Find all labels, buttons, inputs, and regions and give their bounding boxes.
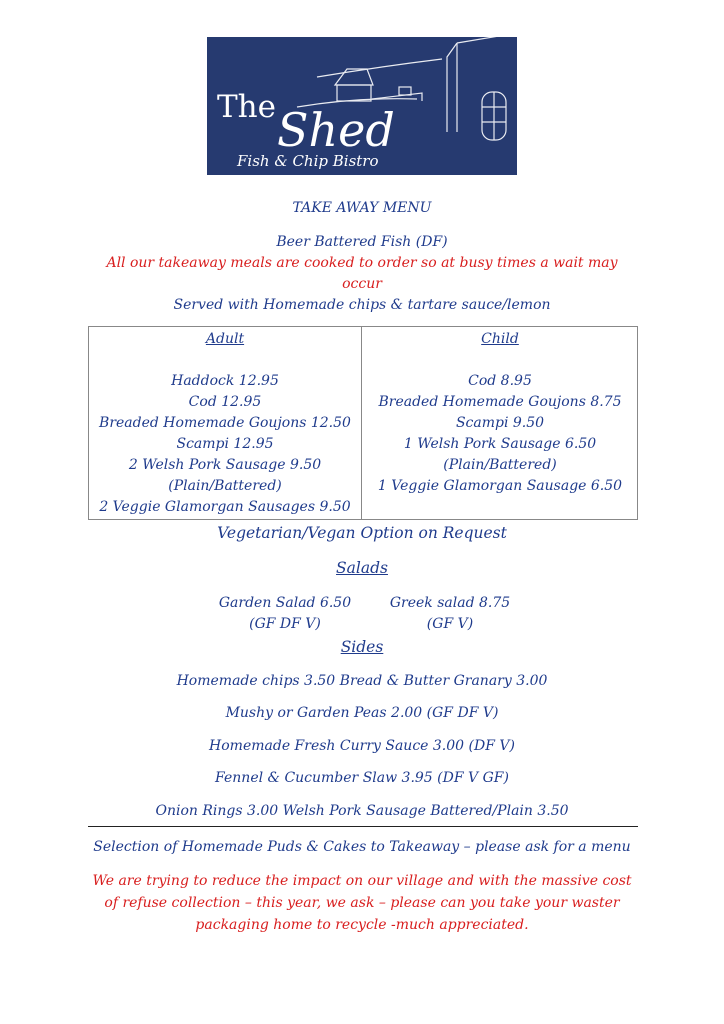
sides-line: Homemade Fresh Curry Sauce 3.00 (DF V): [209, 738, 515, 754]
greek-salad-tags: (GF V): [426, 616, 474, 632]
child-item: Cod 8.95: [468, 373, 532, 389]
adult-item: Breaded Homemade Goujons 12.50: [99, 415, 351, 431]
child-item: Scampi 9.50: [455, 415, 545, 431]
notice-line-1: All our takeaway meals are cooked to order so at busy times a wait may: [106, 255, 618, 271]
menu-table: [88, 326, 638, 520]
adult-item: 2 Veggie Glamorgan Sausages 9.50: [99, 499, 351, 515]
sides-line: Mushy or Garden Peas 2.00 (GF DF V): [225, 705, 499, 721]
salads-heading: Salads: [336, 559, 388, 577]
fish-heading: Beer Battered Fish (DF): [276, 234, 448, 250]
sides-line: Onion Rings 3.00 Welsh Pork Sausage Battered/Plain 3.50: [155, 803, 569, 819]
sides-line: Homemade chips 3.50 Bread & Butter Granary 3.00: [176, 673, 548, 689]
divider-rule: [88, 826, 638, 827]
child-item: 1 Veggie Glamorgan Sausage 6.50: [377, 478, 623, 494]
garden-salad-tags: (GF DF V): [249, 616, 321, 632]
menu-title: TAKE AWAY MENU: [292, 200, 432, 216]
greek-salad: Greek salad 8.75: [389, 595, 511, 611]
notice-line-2: occur: [342, 276, 382, 292]
adult-item: Cod 12.95: [188, 394, 262, 410]
logo-shed: Shed: [277, 103, 395, 157]
logo-subtitle: Fish & Chip Bistro: [237, 152, 379, 170]
child-column: [362, 327, 638, 497]
waste-notice-line: packaging home to recycle -much appreciated.: [195, 917, 529, 933]
child-item: 1 Welsh Pork Sausage 6.50: [403, 436, 597, 452]
adult-heading: Adult: [205, 331, 245, 347]
adult-item: Haddock 12.95: [171, 373, 279, 389]
logo: [207, 37, 517, 175]
served-with: Served with Homemade chips & tartare sauce/lemon: [173, 297, 551, 313]
logo-the: The: [217, 89, 276, 125]
garden-salad: Garden Salad 6.50: [218, 595, 352, 611]
adult-column: [89, 327, 361, 518]
waste-notice-line: We are trying to reduce the impact on our village and with the massive cost: [92, 873, 632, 889]
child-item: Breaded Homemade Goujons 8.75: [378, 394, 622, 410]
child-item: (Plain/Battered): [443, 457, 557, 473]
child-heading: Child: [481, 331, 519, 347]
waste-notice-line: of refuse collection – this year, we ask – please can you take your waster: [104, 895, 620, 911]
puds-note: Selection of Homemade Puds & Cakes to Takeaway – please ask for a menu: [93, 839, 631, 855]
veg-option: Vegetarian/Vegan Option on Request: [217, 524, 507, 542]
sides-line: Fennel & Cucumber Slaw 3.95 (DF V GF): [215, 770, 509, 786]
adult-item: (Plain/Battered): [168, 478, 282, 494]
sides-heading: Sides: [340, 638, 384, 656]
adult-item: 2 Welsh Pork Sausage 9.50: [128, 457, 322, 473]
adult-item: Scampi 12.95: [176, 436, 274, 452]
